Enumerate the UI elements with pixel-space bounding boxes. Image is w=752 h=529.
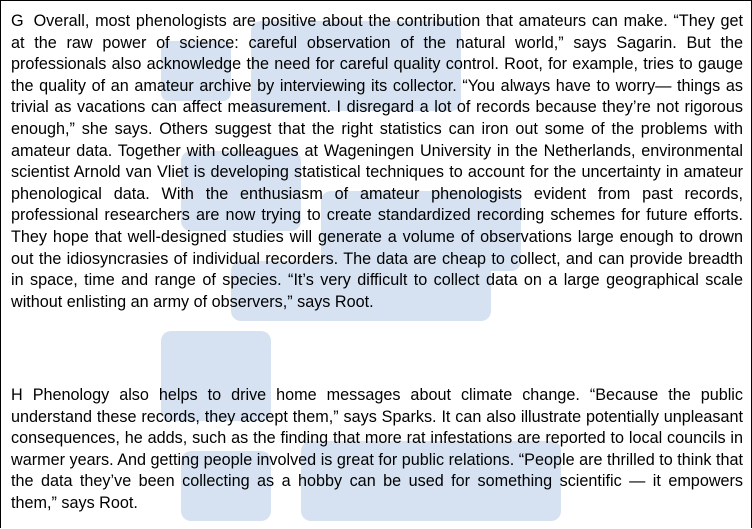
paragraph-marker: H xyxy=(11,386,23,404)
paragraph-text: Overall, most phenologists are positive about the contribution that amateurs can make. “They get at the raw power of science: careful observation of the natural world,” says Sagarin. But the professionals also acknowledge the need for careful quality control. Root, for example, tries to gauge the quality of an amateur archive by interviewing its collector. “You always have to worry— things as trivial as vacations can affect measurement. I disregard a lot of records because they’re not rigorous enough,” she says. Others suggest that the right statistics can iron out some of the problems with amateur data. Together with colleagues at Wageningen University in the Netherlands, environmental scientist Arnold van Vliet is developing statistical techniques to account for the uncertainty in amateur phenological data. With the enthusiasm of amateur phenologists evident from past records, professional researchers are now trying to create standardized recording schemes for future efforts. They hope that well-designed studies will generate a volume of observations large enough to drown out the idiosyncrasies of individual recorders. The data are cheap to collect, and can provide breadth in space, time and range of species. “It’s very difficult to collect data on a large geographical scale without enlisting an army of observers,” says Root. xyxy=(11,12,743,311)
paragraph-g xyxy=(11,11,743,313)
paragraph-h xyxy=(11,385,743,515)
paragraph-marker: G xyxy=(11,12,24,30)
paragraph-text: Phenology also helps to drive home messages about climate change. “Because the public understand these records, they accept them,” says Sparks. It can also illustrate potentially unpleasant consequences, he adds, such as the finding that more rat infestations are reported to local councils in warmer years. And getting people involved is great for public relations. “People are thrilled to think that the data they’ve been collecting as a hobby can be used for something scientific — it empowers them,” says Root. xyxy=(11,386,743,512)
